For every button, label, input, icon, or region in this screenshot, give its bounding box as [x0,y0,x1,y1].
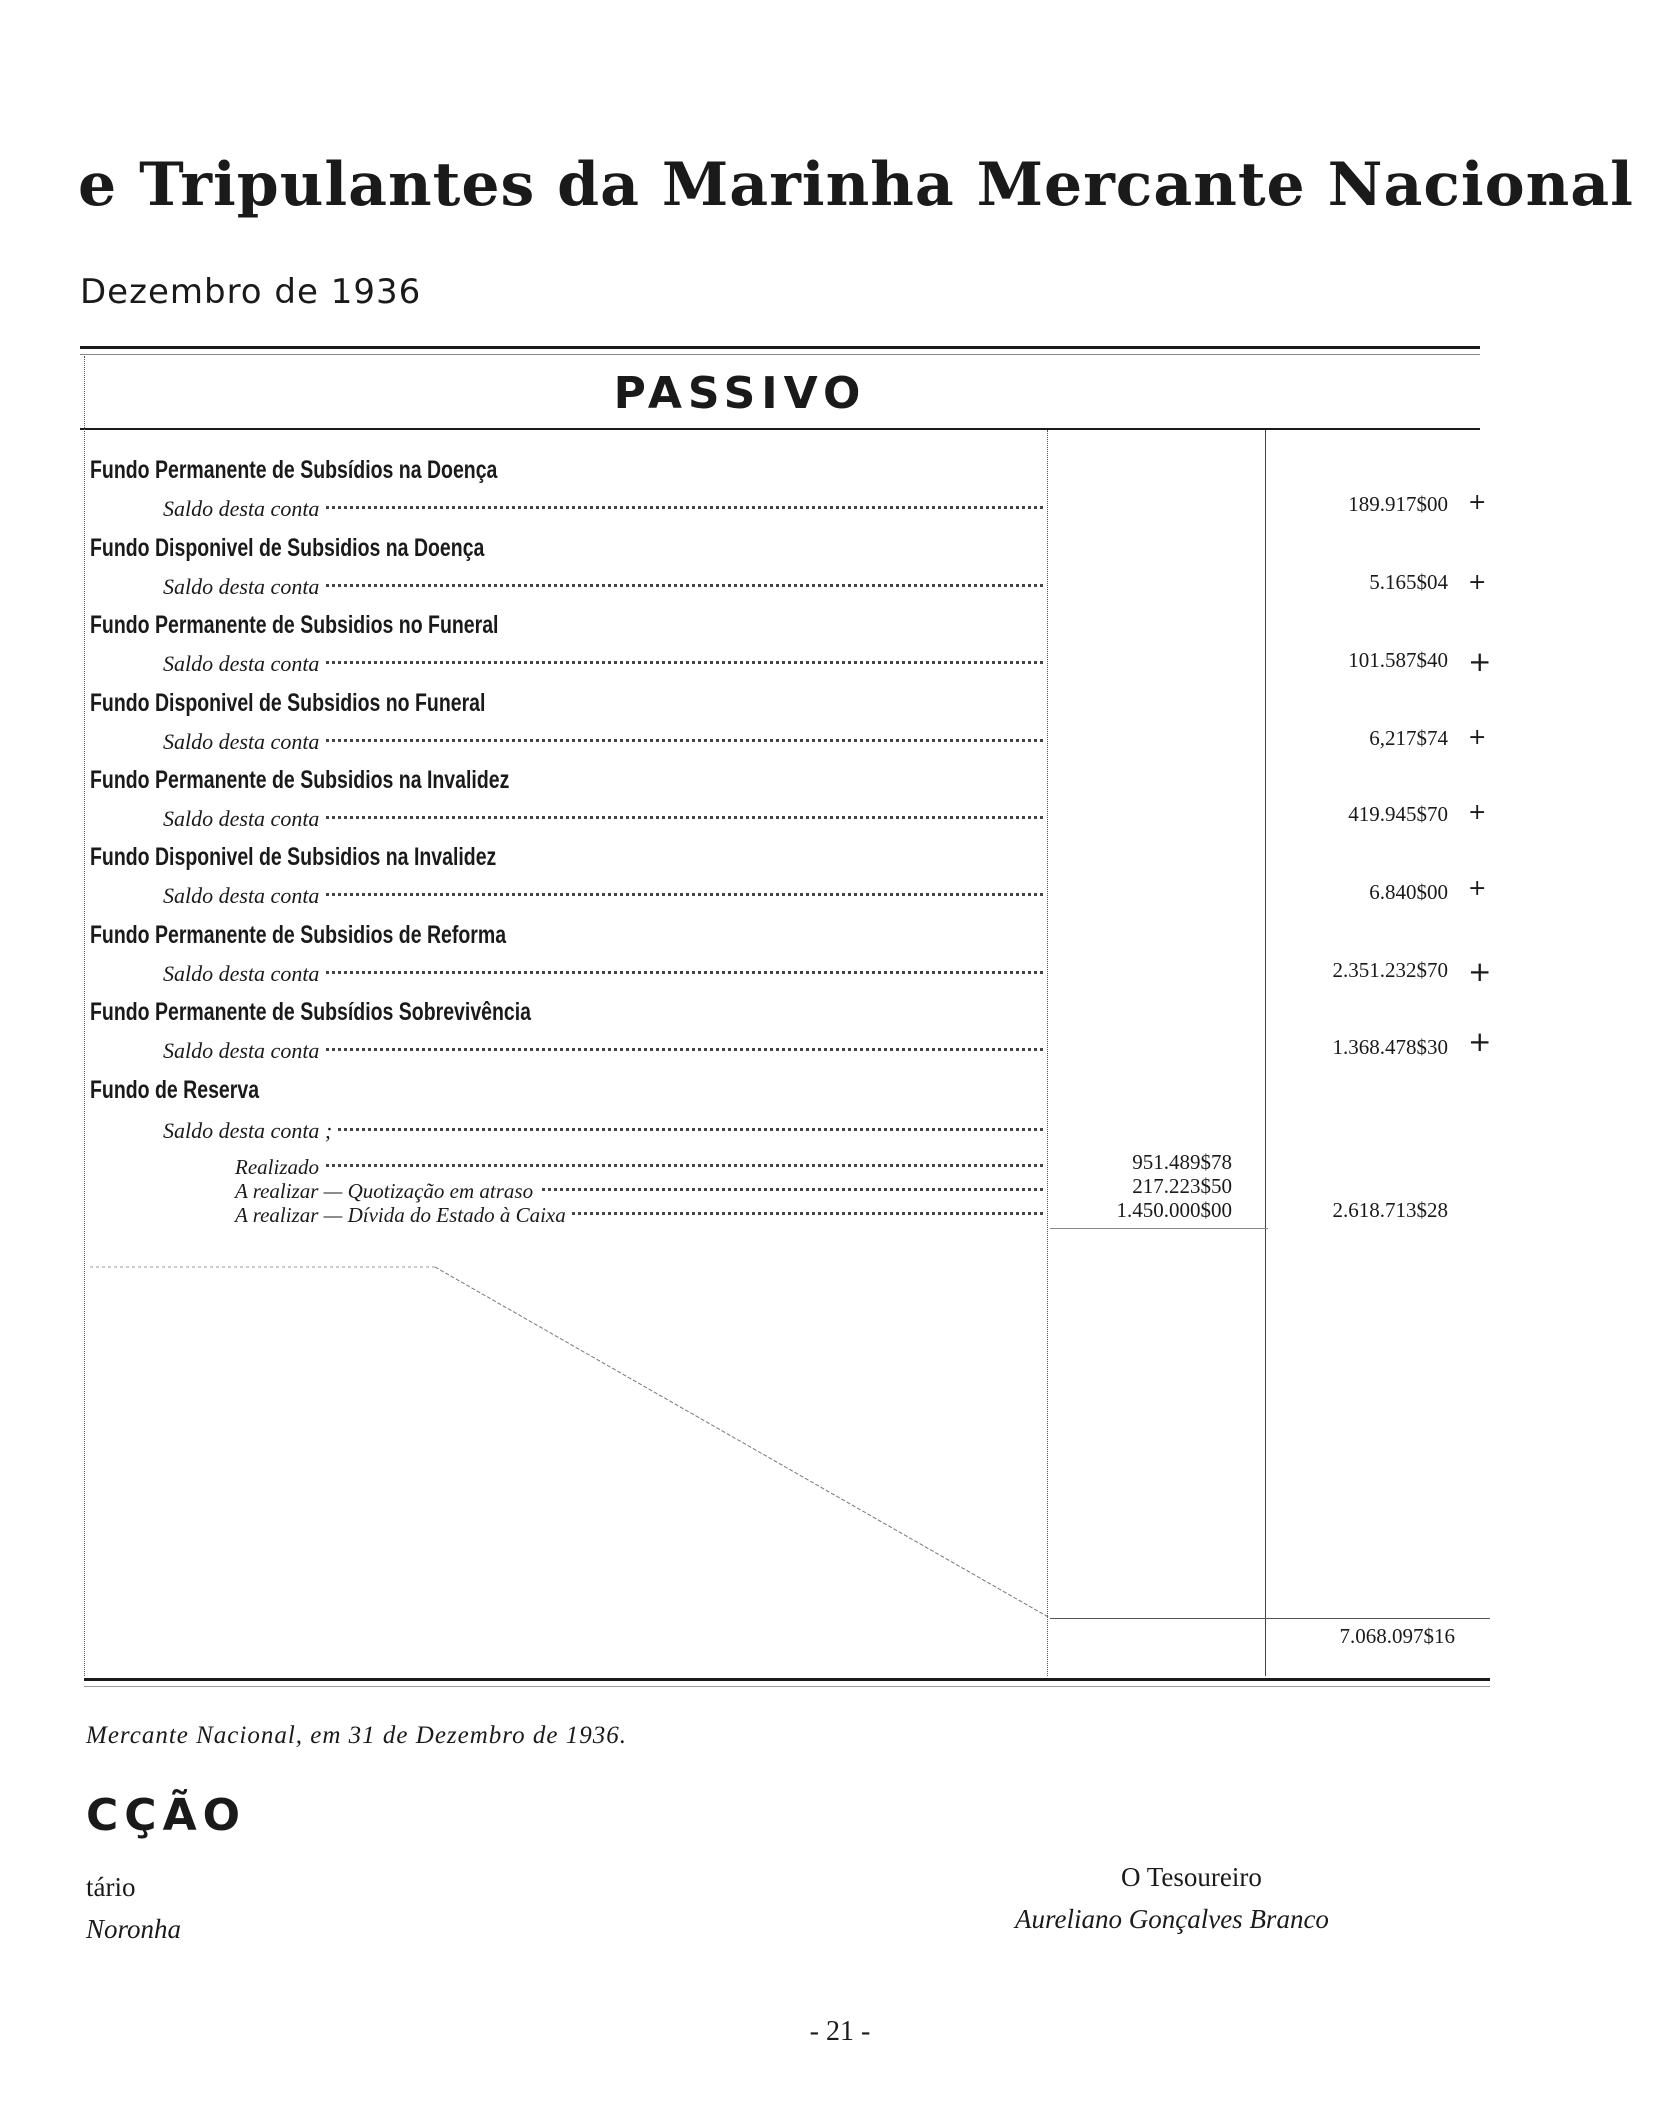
fund-name: Fundo Permanente de Subsídios Sobrevivência [90,998,532,1026]
amount-column-border [1265,430,1266,1676]
left-signatory-name: Noronha [86,1914,182,1944]
reserve-total: 2.618.713$28 [1332,1198,1448,1222]
cancel-diagonal-line [90,1258,1050,1618]
fund-amount: 419.945$70 [1348,802,1448,826]
saldo-label: Saldo desta conta [163,729,325,755]
saldo-row [163,806,1043,832]
saldo-label: Saldo desta conta [163,651,325,677]
fund-name: Fundo Permanente de Subsídios na Doença [90,456,498,484]
footer-heading: CÇÃO [86,1790,247,1841]
reserve-item-label: Realizado [235,1155,325,1180]
saldo-label: Saldo desta conta [163,961,325,987]
fund-amount: 6,217$74 [1369,726,1448,750]
reserve-fund-name: Fundo de Reserva [90,1076,260,1104]
table-bottom-rule-thin [84,1686,1490,1687]
subtotal-rule [1050,1228,1268,1229]
tick-mark: + [1468,876,1487,901]
section-title-rule [80,428,1480,430]
fund-amount: 1.368.478$30 [1332,1035,1448,1059]
fund-name: Fundo Permanente de Subsidios no Funeral [90,611,499,639]
reserve-item-amount: 1.450.000$00 [1116,1198,1232,1222]
page-subtitle: Dezembro de 1936 [80,272,422,312]
fund-amount: 189.917$00 [1348,492,1448,516]
tick-mark: + [1468,800,1487,825]
saldo-row [163,1118,1043,1144]
fund-amount: 101.587$40 [1348,648,1448,672]
saldo-label: Saldo desta conta [163,883,325,909]
tick-mark: + [1468,645,1492,678]
table-top-rule [80,346,1480,349]
fund-amount: 5.165$04 [1369,570,1448,594]
reserve-item-label: A realizar — Dívida do Estado à Caixa [235,1203,572,1228]
saldo-row [163,883,1043,909]
saldo-label: Saldo desta conta [163,574,325,600]
saldo-row [163,651,1043,677]
saldo-label: Saldo desta conta [163,496,325,522]
fund-name: Fundo Disponivel de Subsidios na Doença [90,534,485,562]
total-rule [1050,1618,1490,1619]
tick-mark: + [1468,490,1487,515]
saldo-row [163,574,1043,600]
reserve-item-amount: 217.223$50 [1132,1174,1232,1198]
section-title: PASSIVO [613,368,867,419]
right-signatory-role: O Tesoureiro [1121,1862,1262,1892]
tick-mark: + [1468,570,1487,595]
fund-name: Fundo Disponivel de Subsidios na Invalidez [90,843,497,871]
saldo-label: Saldo desta conta [163,1038,325,1064]
saldo-label: Saldo desta conta [163,806,325,832]
left-signatory-role: tário [86,1872,136,1902]
tick-mark: + [1468,1025,1492,1058]
fund-name: Fundo Disponivel de Subsidios no Funeral [90,689,486,717]
reserve-item-row [235,1155,1043,1177]
saldo-row [163,1038,1043,1064]
page-number: - 21 - [809,2016,871,2047]
saldo-row [163,729,1043,755]
saldo-row [163,961,1043,987]
grand-total: 7.068.097$16 [1339,1624,1455,1648]
fund-name: Fundo Permanente de Subsidios na Invalidez [90,766,510,794]
right-signatory-name: Aureliano Gonçalves Branco [1015,1904,1329,1934]
fund-name: Fundo Permanente de Subsidios de Reforma [90,921,507,949]
reserve-item-label: A realizar — Quotização em atraso [235,1179,539,1204]
table-top-rule-thin [80,354,1480,355]
tick-mark: + [1468,725,1487,750]
reserve-item-row [235,1203,1043,1225]
place-date: Mercante Nacional, em 31 de Dezembro de 1936. [86,1722,627,1749]
table-bottom-rule [84,1678,1490,1681]
reserve-item-row [235,1179,1043,1201]
fund-amount: 6.840$00 [1369,880,1448,904]
saldo-label: Saldo desta conta ; [163,1118,338,1144]
saldo-row [163,496,1043,522]
reserve-item-amount: 951.489$78 [1132,1150,1232,1174]
page-title: e Tripulantes da Marinha Mercante Nacional [78,150,1634,220]
left-column-border [84,356,85,1676]
tick-mark: + [1468,955,1492,988]
fund-amount: 2.351.232$70 [1332,958,1448,982]
